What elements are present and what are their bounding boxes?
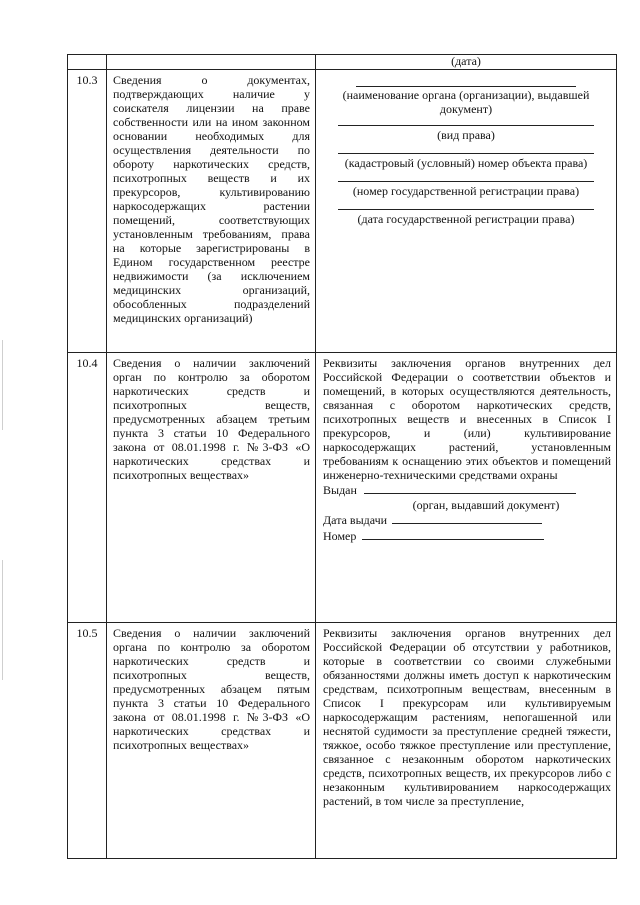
number-field [316,528,616,544]
cadastral-number-field[interactable] [338,153,594,154]
issued-caption: (орган, выдавший документ) [412,498,560,512]
table-row [68,70,617,353]
issue-date-input[interactable] [392,512,542,524]
right-type-field[interactable] [338,125,594,126]
scan-artifact [2,340,3,430]
cadastral-number-caption: (кадастровый (условный) номер объекта права) [344,156,588,170]
registration-number-caption: (номер государственной регистрации права) [352,184,580,198]
table-row [68,623,617,859]
issue-date-field [316,512,616,528]
conclusion-details-cell [316,353,617,623]
row-description: Сведения о наличии заключений орган по контролю за оборотом наркотических средств и психотропных веществ, предусмотренных абзацем третьим пункта 3 статьи 10 Федерального закона от 08.01.1998 г. №3-ФЗ «О наркотических средствах и психотропных веществах» [113,356,310,482]
date-caption-cell [316,55,617,70]
row-number [68,55,107,70]
registration-number-field[interactable] [338,181,594,182]
row-description-cell [107,623,316,859]
date-caption: (дата) [451,54,481,68]
row-number: 10.5 [68,623,107,859]
number-label: Номер [323,529,357,543]
row-description: Сведения о документах, подтверждающих наличие у соискателя лицензии на праве собственности или на ином законном основании необходимых для осуществления деятельности по обороту наркотических средств, психотропных веществ и их прекурсоров, культивированию наркосодержащих растении помещений, соответствующих установленным требованиям, права на которые зарегистрированы в Едином государственном реестре недвижимости (за исключением медицинских организаций, обособленных подразделений медицинских организаций) [113,73,310,325]
table-row [68,353,617,623]
issued-input[interactable] [364,482,576,494]
license-form-table [67,54,617,859]
conclusion-details-cell [316,623,617,859]
table-row [68,55,617,70]
issue-date-label: Дата выдачи [323,513,388,527]
documents-fields-cell [316,70,617,353]
number-input[interactable] [362,528,544,540]
organ-name-caption: (наименование органа (организации), выдавшей документ) [342,88,590,116]
conclusion-text: Реквизиты заключения органов внутренних дел Российской Федерации о соответствии объектов и помещений, в которых осуществляются деятельность, связанная с оборотом наркотических средств, психотропных веществ и внесенных в Список I прекурсоров, и (или) культивирование наркосодержащих растений, установленным требованиям к оснащению этих объектов и помещений инженерно-техническими средствами охраны [323,356,611,482]
registration-date-caption: (дата государственной регистрации права) [357,212,575,226]
row-number: 10.4 [68,353,107,623]
row-description-cell [107,70,316,353]
issued-field [316,482,616,498]
row-number: 10.3 [68,70,107,353]
organ-name-field[interactable] [356,86,576,87]
conclusion-text: Реквизиты заключения органов внутренних дел Российской Федерации об отсутствии у работников, которые в соответствии со своими служебными обязанностями должны иметь доступ к наркотическим средствам, психотропным веществам, внесенным в Список I прекурсорам или культивируемым наркосодержащим растениям, непогашенной или неснятой судимости за преступление средней тяжести, тяжкое, особо тяжкое преступление или преступление, связанное с незаконным оборотом наркотических средств, психотропных веществ, их прекурсоров либо с незаконным культивированием наркосодержащих растений, в том числе за преступление, [323,626,611,808]
row-description: Сведения о наличии заключений органа по контролю за оборотом наркотических средств и психотропных веществ, предусмотренных абзацем пятым пункта 3 статьи 10 Федерального закона от 08.01.1998 г. №3-ФЗ «О наркотических средствах и психотропных веществах» [113,626,310,752]
scan-artifact [2,560,3,680]
registration-date-field[interactable] [338,209,594,210]
row-description [107,55,316,70]
row-description-cell [107,353,316,623]
issued-label: Выдан [323,483,357,497]
right-type-caption: (вид права) [437,128,495,142]
